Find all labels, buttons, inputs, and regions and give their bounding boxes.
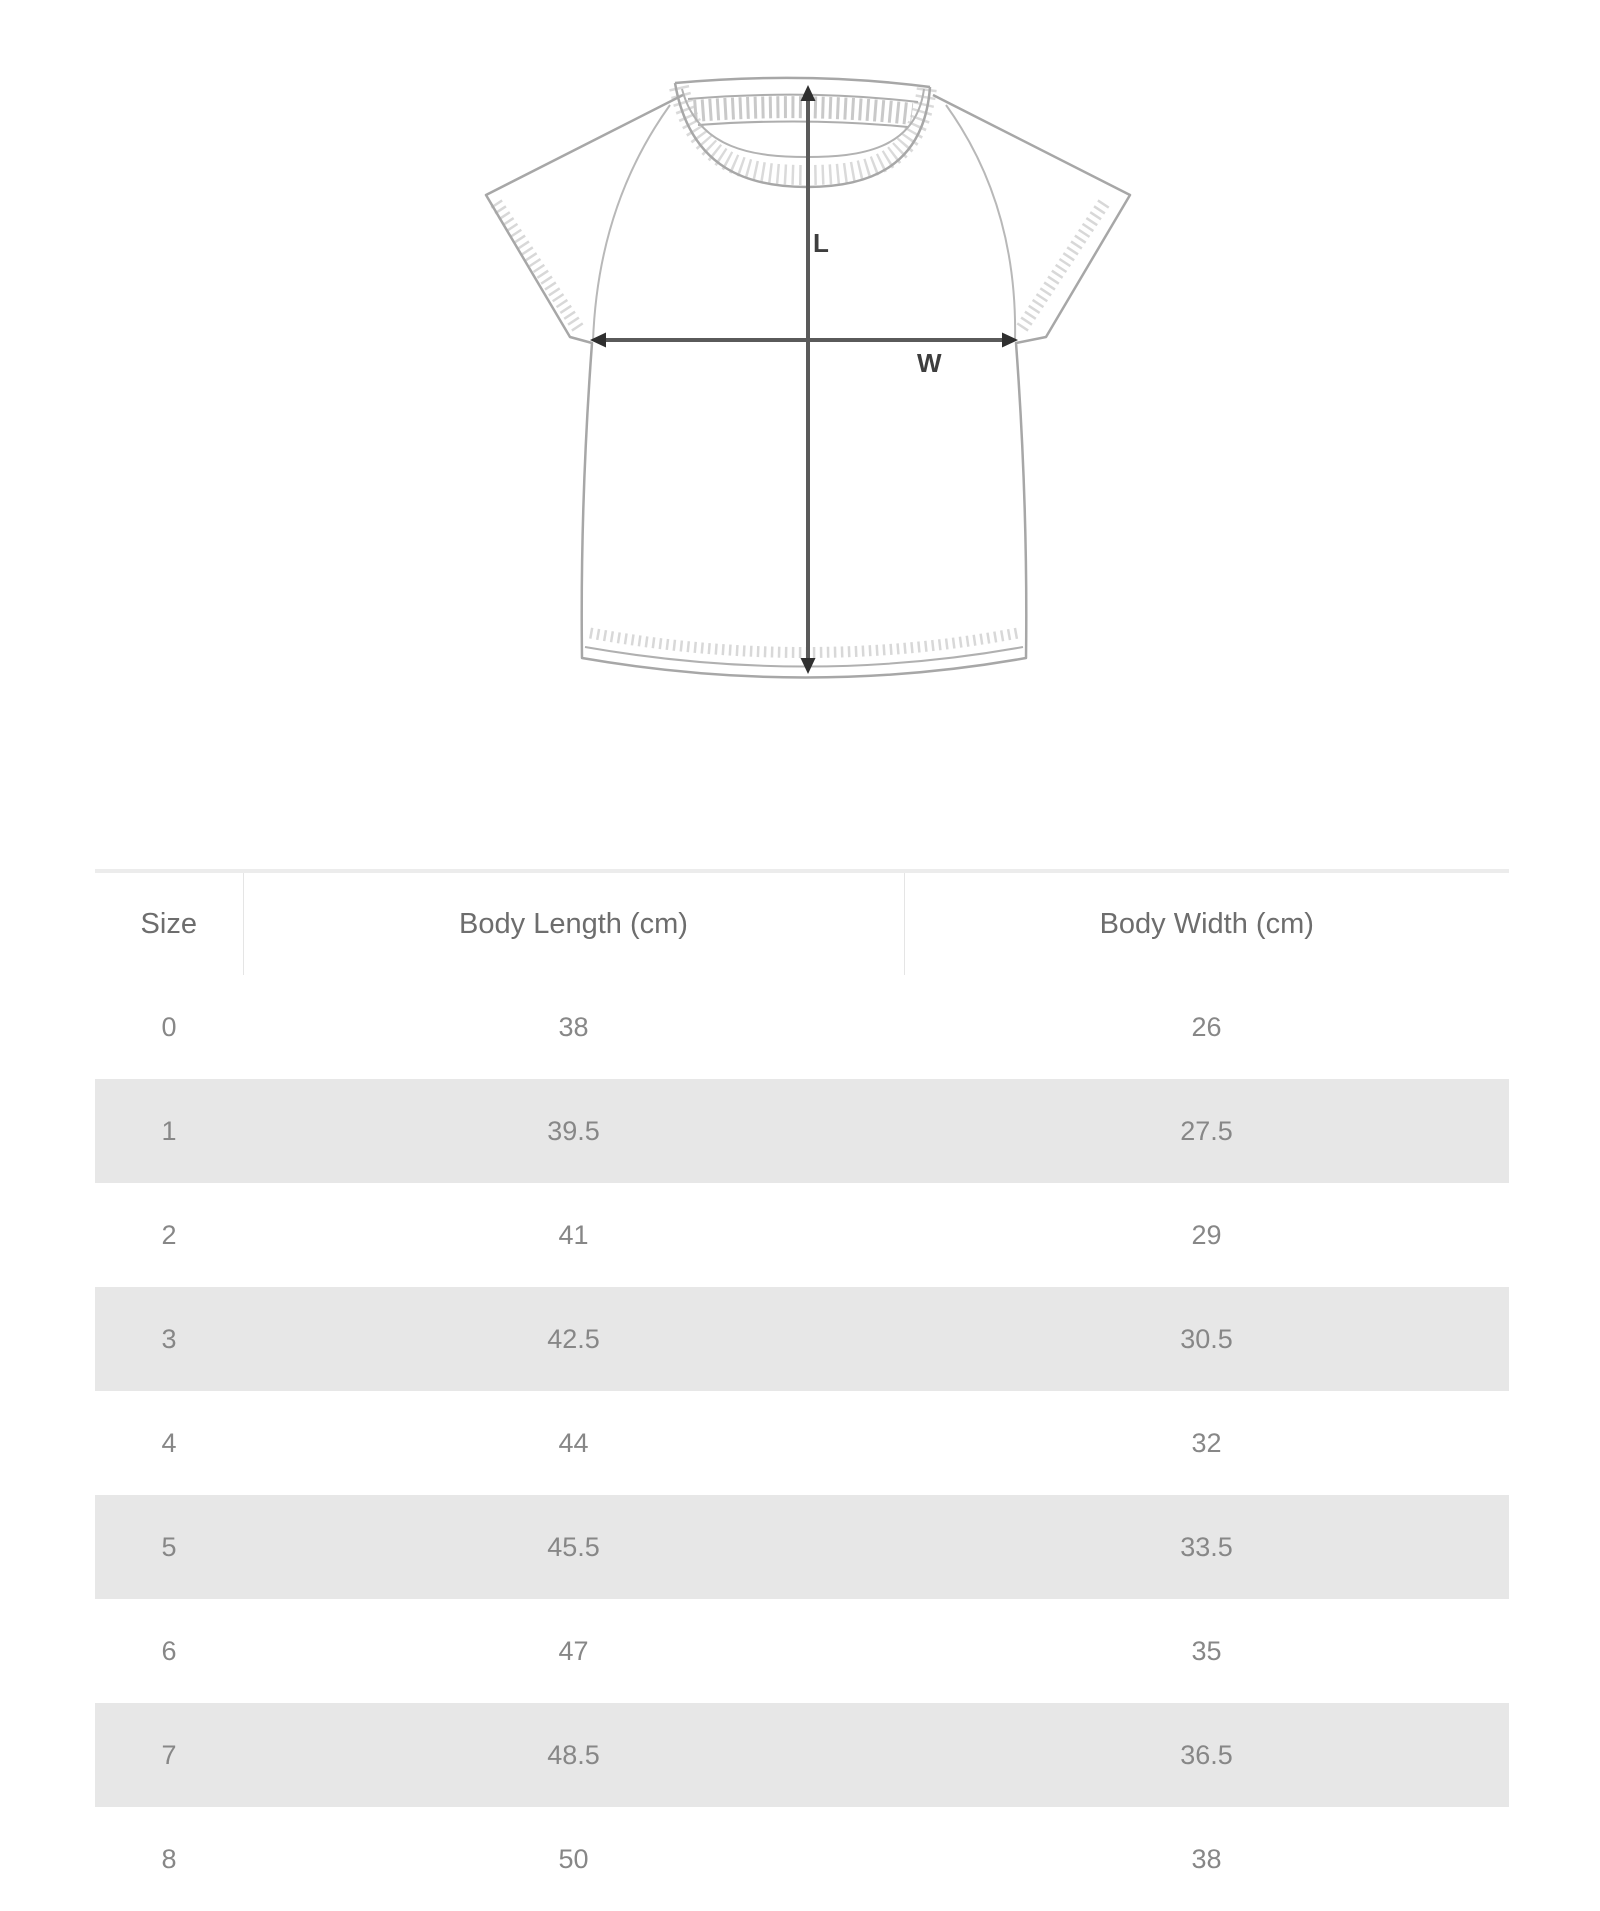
width-label: W	[917, 348, 942, 378]
column-header-size: Size	[95, 873, 243, 975]
size-cell: 4	[161, 1427, 177, 1458]
tshirt-measurement-diagram	[430, 45, 1170, 690]
body-width-cell: 26	[1191, 1011, 1222, 1042]
size-chart-row	[95, 1807, 1509, 1911]
size-chart-row	[95, 975, 1509, 1079]
size-cell: 6	[161, 1635, 177, 1666]
body-length-cell: 44	[558, 1427, 589, 1458]
size-chart-row	[95, 1703, 1509, 1807]
size-chart-row	[95, 1391, 1509, 1495]
collar-band-lower-edge	[698, 121, 908, 127]
size-cell: 3	[95, 1287, 243, 1391]
length-label: L	[813, 228, 829, 258]
size-chart-row	[95, 1287, 1509, 1391]
collar-top-edge	[675, 78, 930, 87]
size-chart-body	[95, 975, 1509, 1911]
body-width-cell: 27.5	[904, 1079, 1509, 1183]
length-arrow-head-top	[801, 85, 816, 101]
body-length-cell: 42.5	[243, 1287, 904, 1391]
size-cell: 5	[95, 1495, 243, 1599]
collar-ribbing	[694, 107, 912, 114]
size-chart-row	[95, 1079, 1509, 1183]
size-chart-row	[95, 1495, 1509, 1599]
length-arrow	[801, 85, 816, 674]
body-length-cell: 47	[558, 1635, 589, 1666]
size-chart-table	[95, 869, 1509, 1911]
column-header-body-width: Body Width (cm)	[904, 873, 1509, 975]
body-width-cell: 36.5	[904, 1703, 1509, 1807]
body-width-cell: 33.5	[904, 1495, 1509, 1599]
body-length-cell: 50	[558, 1843, 589, 1874]
hem-stitching	[590, 633, 1018, 653]
size-cell: 1	[95, 1079, 243, 1183]
body-width-cell: 30.5	[904, 1287, 1509, 1391]
armhole-seam-right	[946, 105, 1015, 341]
size-cell: 2	[161, 1219, 177, 1250]
size-chart-header-row	[95, 873, 1509, 975]
size-chart-row	[95, 1599, 1509, 1703]
body-length-cell: 48.5	[243, 1703, 904, 1807]
body-length-cell: 38	[558, 1011, 589, 1042]
body-width-cell: 38	[1191, 1843, 1222, 1874]
tshirt-diagram-svg	[430, 45, 1170, 690]
body-length-cell: 39.5	[243, 1079, 904, 1183]
width-arrow	[590, 333, 1018, 348]
body-width-cell: 29	[1191, 1219, 1222, 1250]
body-width-cell: 32	[1191, 1427, 1222, 1458]
size-cell: 7	[95, 1703, 243, 1807]
body-width-cell: 35	[1191, 1635, 1222, 1666]
sleeve-stitching-left	[496, 203, 578, 328]
size-chart-row	[95, 1183, 1509, 1287]
body-length-cell: 41	[558, 1219, 589, 1250]
size-cell: 0	[161, 1011, 177, 1042]
armhole-seam-left	[593, 105, 670, 341]
size-cell: 8	[161, 1843, 177, 1874]
column-header-body-length: Body Length (cm)	[243, 873, 904, 975]
body-length-cell: 45.5	[243, 1495, 904, 1599]
